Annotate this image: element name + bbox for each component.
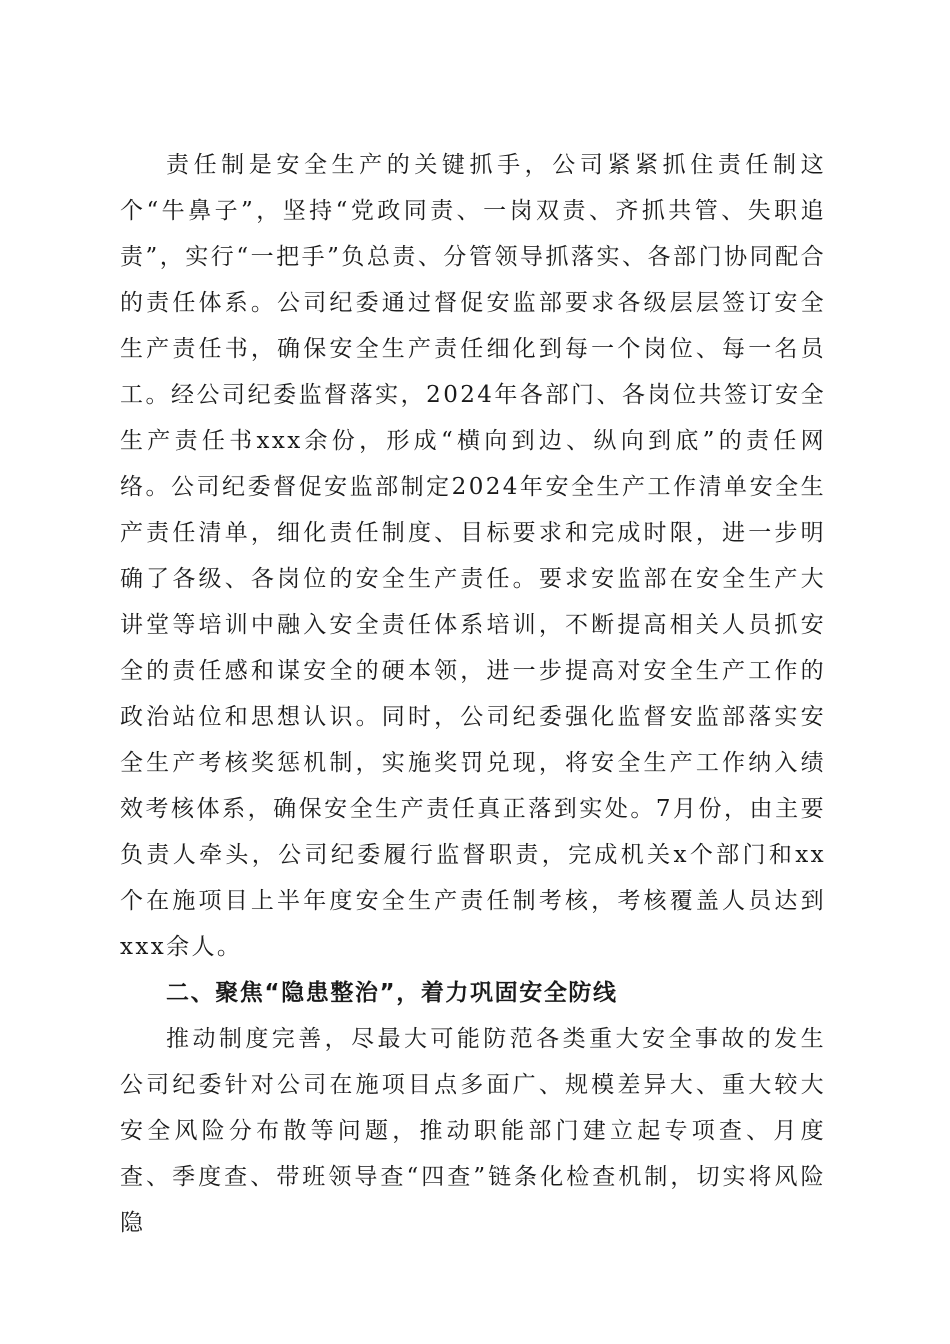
section-heading-hazard-rectification: 二、聚焦“隐患整治”，着力巩固安全防线 — [166, 980, 618, 1006]
body-paragraph-responsibility: 责任制是安全生产的关键抓手，公司紧紧抓住责任制这个“牛鼻子”，坚持“党政同责、一岗双责、齐抓共管、失职追责”，实行“一把手”负总责、分管领导抓落实、各部门协同配合的责任体系。公司纪委通过督促安监部要求各级层层签订安全生产责任书，确保安全生产责任细化到每一个岗位、每一名员工。经公司纪委监督落实，2024年各部门、各岗位共签订安全生产责任书xxx余份，形成“横向到边、纵向到底”的责任网络。公司纪委督促安监部制定2024年安全生产工作清单安全生产责任清单，细化责任制度、目标要求和完成时限，进一步明确了各级、各岗位的安全生产责任。要求安监部在安全生产大讲堂等培训中融入安全责任体系培训，不断提高相关人员抓安全的责任感和谋安全的硬本领，进一步提高对安全生产工作的政治站位和思想认识。同时，公司纪委强化监督安监部落实安全生产考核奖惩机制，实施奖罚兑现，将安全生产工作纳入绩效考核体系，确保安全生产责任真正落到实处。7月份，由主要负责人牵头，公司纪委履行监督职责，完成机关x个部门和xx个在施项目上半年度安全生产责任制考核，考核覆盖人员达到xxx余人。 — [120, 152, 826, 960]
document-body — [120, 142, 826, 1246]
body-paragraph-system-improvement: 推动制度完善，尽最大可能防范各类重大安全事故的发生公司纪委针对公司在施项目点多面广、规模差异大、重大较大安全风险分布散等问题，推动职能部门建立起专项查、月度查、季度查、带班领导查“四查”链条化检查机制，切实将风险隐 — [120, 1026, 826, 1236]
